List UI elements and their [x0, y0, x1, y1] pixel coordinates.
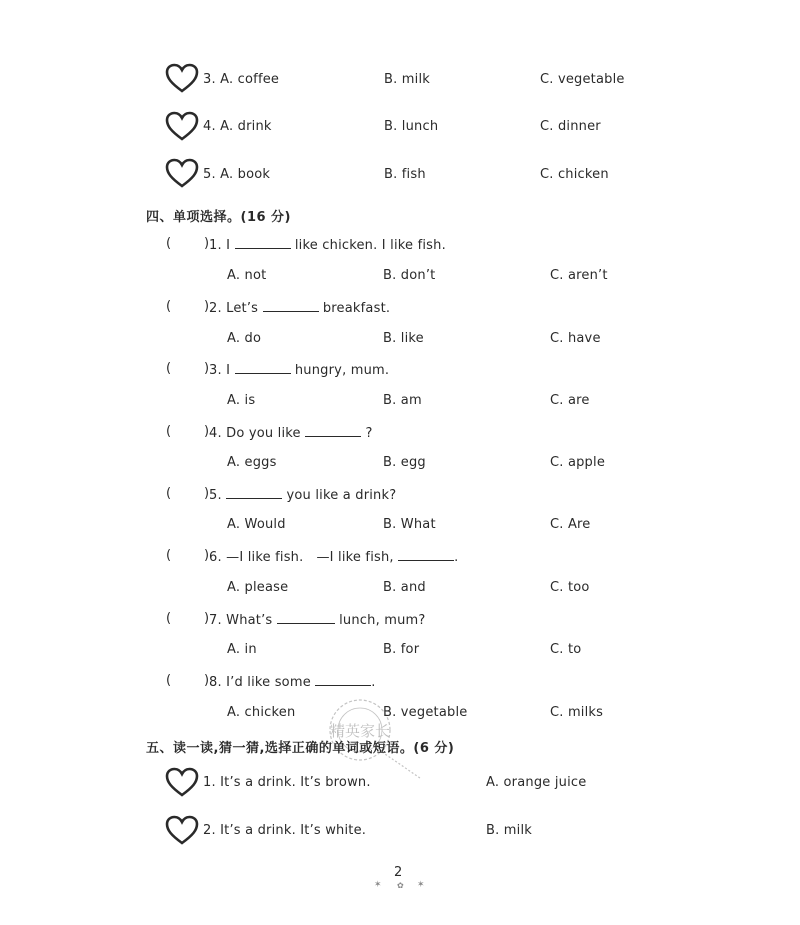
question-6-option-b: B. and — [383, 580, 426, 595]
question-2-option-c: C. have — [550, 331, 601, 346]
question-7-blank[interactable] — [277, 611, 335, 624]
question-5-option-a: A. Would — [227, 517, 286, 532]
question-6-post: . — [454, 550, 459, 565]
question-8-post: . — [371, 675, 376, 690]
question-2-option-a: A. do — [227, 331, 262, 346]
s3-item-4-c: C. dinner — [540, 119, 601, 134]
s5-item-2-option: B. milk — [486, 823, 532, 838]
question-8-option-a: A. chicken — [227, 705, 296, 720]
heart-answer-box-3[interactable] — [165, 63, 199, 93]
question-2-option-b: B. like — [383, 331, 424, 346]
question-1-option-c: C. aren’t — [550, 268, 608, 283]
question-6-option-c: C. too — [550, 580, 590, 595]
question-6-blank[interactable] — [398, 548, 454, 561]
question-3-option-a: A. is — [227, 393, 256, 408]
answer-paren-open-5: ( — [166, 486, 172, 501]
s3-item-4-b: B. lunch — [384, 119, 439, 134]
question-3-option-b: B. am — [383, 393, 422, 408]
question-1-pre: 1. I — [209, 238, 231, 253]
answer-paren-open-1: ( — [166, 236, 172, 251]
answer-paren-close-1[interactable]: ) — [204, 236, 210, 251]
answer-paren-close-3[interactable]: ) — [204, 361, 210, 376]
question-8-option-c: C. milks — [550, 705, 604, 720]
question-1-option-a: A. not — [227, 268, 267, 283]
s3-item-5-b: B. fish — [384, 167, 426, 182]
answer-paren-close-6[interactable]: ) — [204, 548, 210, 563]
question-8-option-b: B. vegetable — [383, 705, 468, 720]
answer-paren-open-4: ( — [166, 424, 172, 439]
svg-text:✿: ✿ — [397, 881, 404, 890]
question-4-option-c: C. apple — [550, 455, 606, 470]
answer-paren-open-8: ( — [166, 673, 172, 688]
question-1-stem — [209, 236, 446, 254]
answer-paren-close-4[interactable]: ) — [204, 424, 210, 439]
watermark-stamp-text: 精英家长 — [329, 722, 391, 740]
page-number: 2 — [394, 865, 403, 880]
s3-item-5-a: 5. A. book — [203, 167, 271, 182]
svg-text:✶: ✶ — [417, 880, 425, 890]
question-7-option-a: A. in — [227, 642, 257, 657]
question-8-stem — [209, 673, 376, 691]
answer-paren-close-2[interactable]: ) — [204, 299, 210, 314]
s3-item-3-a: 3. A. coffee — [203, 72, 280, 87]
answer-paren-close-7[interactable]: ) — [204, 611, 210, 626]
question-6-stem — [209, 548, 458, 566]
section-4-heading: 四、单项选择。(16 分) — [146, 210, 291, 225]
question-7-pre: 7. What’s — [209, 613, 273, 628]
question-8-blank[interactable] — [315, 673, 371, 686]
question-2-blank[interactable] — [263, 299, 319, 312]
question-5-post: you like a drink? — [286, 488, 397, 503]
heart-answer-box-5[interactable] — [165, 158, 199, 188]
s5-item-1-option: A. orange juice — [486, 775, 587, 790]
s3-item-3-c: C. vegetable — [540, 72, 625, 87]
section-5-heading: 五、读一读,猜一猜,选择正确的单词或短语。(6 分) — [146, 741, 455, 756]
question-5-stem — [209, 486, 396, 504]
question-5-blank[interactable] — [226, 486, 282, 499]
heart-answer-box-4[interactable] — [165, 111, 199, 141]
answer-paren-open-6: ( — [166, 548, 172, 563]
question-7-post: lunch, mum? — [339, 613, 426, 628]
question-5-pre: 5. — [209, 488, 222, 503]
question-3-pre: 3. I — [209, 363, 231, 378]
question-1-post: like chicken. I like fish. — [294, 238, 446, 253]
question-7-option-b: B. for — [383, 642, 420, 657]
heart-answer-box-s5-2[interactable] — [165, 815, 199, 845]
question-7-option-c: C. to — [550, 642, 582, 657]
svg-text:✶: ✶ — [374, 880, 382, 890]
question-6-pre: 6. —I like fish. —I like fish, — [209, 550, 394, 565]
answer-paren-open-7: ( — [166, 611, 172, 626]
s3-item-3-b: B. milk — [384, 72, 430, 87]
question-7-stem — [209, 611, 426, 629]
s3-item-4-a: 4. A. drink — [203, 119, 272, 134]
s5-item-1-question: 1. It’s a drink. It’s brown. — [203, 775, 371, 790]
question-5-option-b: B. What — [383, 517, 436, 532]
question-2-post: breakfast. — [322, 301, 391, 316]
question-4-pre: 4. Do you like — [209, 426, 301, 441]
question-4-blank[interactable] — [305, 424, 361, 437]
answer-paren-close-8[interactable]: ) — [204, 673, 210, 688]
question-5-option-c: C. Are — [550, 517, 591, 532]
question-4-post: ? — [365, 426, 373, 441]
question-3-blank[interactable] — [235, 361, 291, 374]
question-1-blank[interactable] — [235, 236, 291, 249]
question-8-pre: 8. I’d like some — [209, 675, 311, 690]
page-number-ornament — [372, 876, 428, 890]
answer-paren-open-2: ( — [166, 299, 172, 314]
question-2-pre: 2. Let’s — [209, 301, 259, 316]
question-4-option-a: A. eggs — [227, 455, 277, 470]
heart-answer-box-s5-1[interactable] — [165, 767, 199, 797]
question-3-stem — [209, 361, 389, 379]
answer-paren-close-5[interactable]: ) — [204, 486, 210, 501]
answer-paren-open-3: ( — [166, 361, 172, 376]
question-2-stem — [209, 299, 390, 317]
s5-item-2-question: 2. It’s a drink. It’s white. — [203, 823, 367, 838]
s3-item-5-c: C. chicken — [540, 167, 609, 182]
question-3-option-c: C. are — [550, 393, 590, 408]
question-4-stem — [209, 424, 373, 442]
question-1-option-b: B. don’t — [383, 268, 436, 283]
question-4-option-b: B. egg — [383, 455, 426, 470]
question-6-option-a: A. please — [227, 580, 289, 595]
question-3-post: hungry, mum. — [294, 363, 390, 378]
